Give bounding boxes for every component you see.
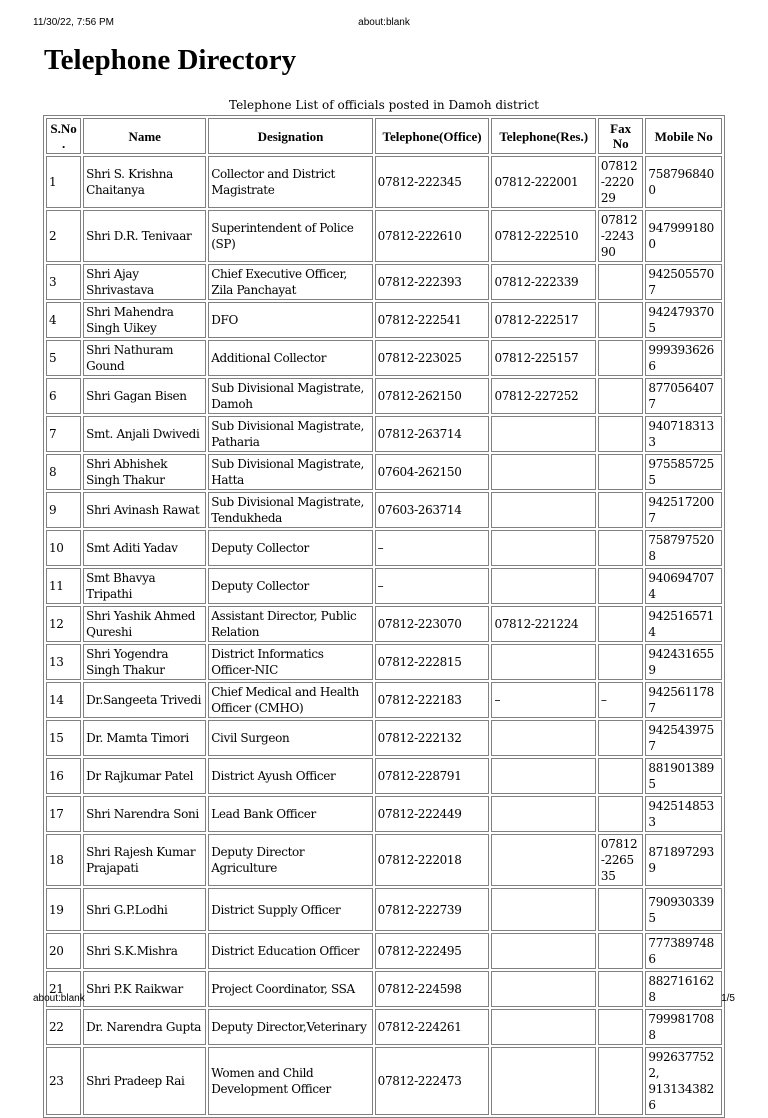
cell-mobile: 7773897486 [645, 933, 722, 969]
cell-telephone-office: 07603-263714 [375, 492, 490, 528]
cell-fax: 07812-224390 [598, 210, 644, 262]
cell-designation: Chief Medical and Health Officer (CMHO) [208, 682, 372, 718]
cell-telephone-res: 07812-222510 [491, 210, 595, 262]
cell-mobile: 8770564077 [645, 378, 722, 414]
cell-telephone-office: 07812-222610 [375, 210, 490, 262]
cell-telephone-office: 07812-222495 [375, 933, 490, 969]
cell-telephone-res [491, 416, 595, 452]
cell-designation: Deputy Director Agriculture [208, 834, 372, 886]
cell-telephone-office: 07812-228791 [375, 758, 490, 794]
cell-sno: 21 [46, 971, 81, 1007]
cell-fax [598, 264, 644, 300]
print-header [0, 17, 768, 31]
table-caption: Telephone List of officials posted in Damoh district [229, 98, 539, 112]
cell-mobile: 9407183133 [645, 416, 722, 452]
table-row [46, 568, 722, 604]
cell-telephone-res [491, 644, 595, 680]
cell-name: Shri Narendra Soni [83, 796, 206, 832]
cell-telephone-office: 07812-224261 [375, 1009, 490, 1045]
cell-name: Shri Ajay Shrivastava [83, 264, 206, 300]
cell-mobile: 9926377522, 9131343826 [645, 1047, 722, 1115]
table-row [46, 644, 722, 680]
cell-designation: Deputy Collector [208, 568, 372, 604]
telephone-directory-table [43, 115, 725, 1118]
cell-fax: 07812-222029 [598, 156, 644, 208]
cell-telephone-office: 07812-222739 [375, 888, 490, 931]
cell-telephone-office: 07812-222449 [375, 796, 490, 832]
cell-designation: Lead Bank Officer [208, 796, 372, 832]
cell-telephone-office: – [375, 530, 490, 566]
cell-designation: Assistant Director, Public Relation [208, 606, 372, 642]
cell-telephone-office: 07812-222815 [375, 644, 490, 680]
cell-fax [598, 340, 644, 376]
cell-fax [598, 606, 644, 642]
cell-name: Dr. Mamta Timori [83, 720, 206, 756]
cell-fax [598, 378, 644, 414]
cell-designation: Collector and District Magistrate [208, 156, 372, 208]
table-row [46, 720, 722, 756]
cell-telephone-office: 07812-263714 [375, 416, 490, 452]
cell-mobile: 9406947074 [645, 568, 722, 604]
table-row [46, 834, 722, 886]
cell-mobile: 7999817088 [645, 1009, 722, 1045]
cell-sno: 2 [46, 210, 81, 262]
table-row [46, 888, 722, 931]
cell-name: Shri S.K.Mishra [83, 933, 206, 969]
cell-sno: 7 [46, 416, 81, 452]
cell-designation: DFO [208, 302, 372, 338]
cell-sno: 3 [46, 264, 81, 300]
cell-sno: 5 [46, 340, 81, 376]
cell-fax [598, 933, 644, 969]
cell-telephone-res: 07812-221224 [491, 606, 595, 642]
cell-designation: Deputy Director,Veterinary [208, 1009, 372, 1045]
cell-name: Shri Yashik Ahmed Qureshi [83, 606, 206, 642]
cell-name: Shri G.P.Lodhi [83, 888, 206, 931]
cell-designation: District Education Officer [208, 933, 372, 969]
print-url: about:blank [358, 17, 410, 28]
table-row [46, 758, 722, 794]
cell-fax [598, 1009, 644, 1045]
table-row [46, 933, 722, 969]
cell-sno: 18 [46, 834, 81, 886]
cell-telephone-res [491, 758, 595, 794]
cell-mobile: 8819013895 [645, 758, 722, 794]
cell-telephone-res: 07812-225157 [491, 340, 595, 376]
cell-telephone-office: 07812-222345 [375, 156, 490, 208]
cell-mobile: 9425055707 [645, 264, 722, 300]
header-row [46, 118, 722, 154]
cell-telephone-office: 07812-222183 [375, 682, 490, 718]
cell-mobile: 9755857255 [645, 454, 722, 490]
cell-telephone-res: – [491, 682, 595, 718]
table-row [46, 156, 722, 208]
cell-name: Shri Yogendra Singh Thakur [83, 644, 206, 680]
table-row [46, 416, 722, 452]
cell-designation: Civil Surgeon [208, 720, 372, 756]
cell-fax [598, 492, 644, 528]
cell-mobile: 8827161628 [645, 971, 722, 1007]
cell-telephone-res [491, 720, 595, 756]
cell-name: Dr Rajkumar Patel [83, 758, 206, 794]
cell-designation: Project Coordinator, SSA [208, 971, 372, 1007]
col-header-name: Name [83, 118, 206, 154]
cell-sno: 23 [46, 1047, 81, 1115]
table-row [46, 796, 722, 832]
cell-name: Shri Rajesh Kumar Prajapati [83, 834, 206, 886]
cell-telephone-office: 07812-222473 [375, 1047, 490, 1115]
cell-designation: Sub Divisional Magistrate, Tendukheda [208, 492, 372, 528]
table-row [46, 340, 722, 376]
cell-fax [598, 758, 644, 794]
cell-fax [598, 720, 644, 756]
table-row [46, 682, 722, 718]
cell-mobile: 9425611787 [645, 682, 722, 718]
cell-mobile: 9425148533 [645, 796, 722, 832]
cell-fax [598, 416, 644, 452]
cell-sno: 8 [46, 454, 81, 490]
cell-sno: 17 [46, 796, 81, 832]
cell-name: Shri Abhishek Singh Thakur [83, 454, 206, 490]
cell-telephone-office: 07812-222132 [375, 720, 490, 756]
cell-sno: 16 [46, 758, 81, 794]
cell-fax [598, 568, 644, 604]
cell-sno: 19 [46, 888, 81, 931]
cell-sno: 4 [46, 302, 81, 338]
cell-mobile: 7909303395 [645, 888, 722, 931]
cell-fax [598, 454, 644, 490]
cell-telephone-res [491, 888, 595, 931]
footer-url: about:blank [33, 993, 85, 1004]
cell-designation: Sub Divisional Magistrate, Patharia [208, 416, 372, 452]
cell-telephone-office: 07812-222393 [375, 264, 490, 300]
col-header-designation: Designation [208, 118, 372, 154]
table-row [46, 1009, 722, 1045]
cell-telephone-res [491, 796, 595, 832]
cell-name: Dr. Narendra Gupta [83, 1009, 206, 1045]
cell-telephone-office: 07812-262150 [375, 378, 490, 414]
table-row [46, 454, 722, 490]
cell-telephone-office: – [375, 568, 490, 604]
cell-designation: Chief Executive Officer, Zila Panchayat [208, 264, 372, 300]
cell-telephone-res [491, 454, 595, 490]
cell-designation: District Ayush Officer [208, 758, 372, 794]
cell-fax [598, 530, 644, 566]
cell-telephone-res [491, 568, 595, 604]
cell-name: Shri Pradeep Rai [83, 1047, 206, 1115]
cell-sno: 1 [46, 156, 81, 208]
cell-name: Shri Avinash Rawat [83, 492, 206, 528]
cell-mobile: 9479991800 [645, 210, 722, 262]
page-title: Telephone Directory [44, 44, 297, 76]
cell-mobile: 9424316559 [645, 644, 722, 680]
table-row [46, 530, 722, 566]
cell-mobile: 9424793705 [645, 302, 722, 338]
cell-sno: 12 [46, 606, 81, 642]
cell-name: Shri Mahendra Singh Uikey [83, 302, 206, 338]
cell-name: Shri P.K Raikwar [83, 971, 206, 1007]
cell-designation: Sub Divisional Magistrate, Damoh [208, 378, 372, 414]
table-row [46, 606, 722, 642]
cell-sno: 20 [46, 933, 81, 969]
cell-telephone-office: 07604-262150 [375, 454, 490, 490]
cell-telephone-office: 07812-223070 [375, 606, 490, 642]
cell-designation: Additional Collector [208, 340, 372, 376]
col-header-telephone-office: Telephone(Office) [375, 118, 490, 154]
cell-mobile: 9993936266 [645, 340, 722, 376]
print-datetime: 11/30/22, 7:56 PM [33, 17, 114, 28]
cell-telephone-res: 07812-222001 [491, 156, 595, 208]
cell-sno: 9 [46, 492, 81, 528]
cell-telephone-res [491, 933, 595, 969]
cell-mobile: 7587975208 [645, 530, 722, 566]
cell-telephone-res [491, 834, 595, 886]
cell-fax: 07812-226535 [598, 834, 644, 886]
cell-name: Shri Gagan Bisen [83, 378, 206, 414]
cell-name: Shri Nathuram Gound [83, 340, 206, 376]
cell-fax [598, 888, 644, 931]
cell-sno: 6 [46, 378, 81, 414]
cell-mobile: 9425439757 [645, 720, 722, 756]
cell-fax [598, 1047, 644, 1115]
col-header-fax: Fax No [598, 118, 644, 154]
cell-telephone-res: 07812-222517 [491, 302, 595, 338]
table-row [46, 210, 722, 262]
table-row [46, 378, 722, 414]
col-header-sno: S.No. [46, 118, 81, 154]
cell-sno: 13 [46, 644, 81, 680]
cell-designation: Sub Divisional Magistrate, Hatta [208, 454, 372, 490]
cell-name: Shri S. Krishna Chaitanya [83, 156, 206, 208]
print-footer [0, 993, 768, 1007]
cell-telephone-office: 07812-222541 [375, 302, 490, 338]
table-row [46, 492, 722, 528]
table-row [46, 302, 722, 338]
cell-designation: Deputy Collector [208, 530, 372, 566]
cell-telephone-office: 07812-224598 [375, 971, 490, 1007]
cell-mobile: 7587968400 [645, 156, 722, 208]
cell-telephone-office: 07812-223025 [375, 340, 490, 376]
cell-sno: 15 [46, 720, 81, 756]
cell-telephone-res [491, 530, 595, 566]
page-number: 1/5 [721, 993, 735, 1004]
cell-designation: District Supply Officer [208, 888, 372, 931]
cell-sno: 10 [46, 530, 81, 566]
cell-telephone-office: 07812-222018 [375, 834, 490, 886]
cell-mobile: 9425172007 [645, 492, 722, 528]
cell-fax [598, 302, 644, 338]
cell-designation: Women and Child Development Officer [208, 1047, 372, 1115]
cell-sno: 11 [46, 568, 81, 604]
cell-name: Smt Bhavya Tripathi [83, 568, 206, 604]
table-row [46, 1047, 722, 1115]
cell-designation: District Informatics Officer-NIC [208, 644, 372, 680]
cell-name: Smt Aditi Yadav [83, 530, 206, 566]
col-header-mobile: Mobile No [645, 118, 722, 154]
col-header-telephone-res: Telephone(Res.) [491, 118, 595, 154]
cell-fax [598, 644, 644, 680]
cell-name: Dr.Sangeeta Trivedi [83, 682, 206, 718]
cell-name: Smt. Anjali Dwivedi [83, 416, 206, 452]
cell-sno: 14 [46, 682, 81, 718]
cell-telephone-res [491, 492, 595, 528]
cell-sno: 22 [46, 1009, 81, 1045]
cell-telephone-res [491, 1009, 595, 1045]
cell-fax: – [598, 682, 644, 718]
cell-fax [598, 796, 644, 832]
cell-mobile: 8718972939 [645, 834, 722, 886]
cell-name: Shri D.R. Tenivaar [83, 210, 206, 262]
table-row [46, 264, 722, 300]
cell-telephone-res [491, 1047, 595, 1115]
cell-telephone-res: 07812-227252 [491, 378, 595, 414]
cell-designation: Superintendent of Police (SP) [208, 210, 372, 262]
cell-telephone-res: 07812-222339 [491, 264, 595, 300]
cell-mobile: 9425165714 [645, 606, 722, 642]
